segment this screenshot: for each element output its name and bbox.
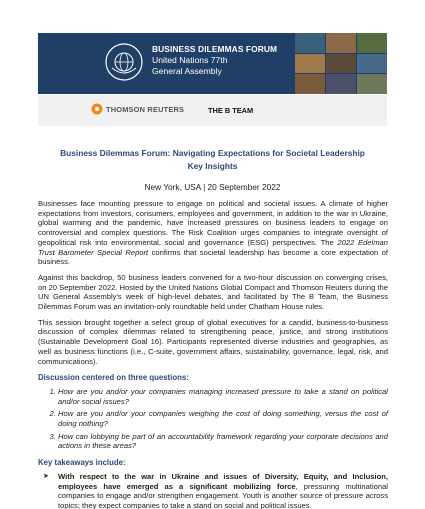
banner-photo — [357, 74, 387, 94]
takeaways-heading: Key takeaways include: — [38, 458, 126, 468]
banner-photo — [326, 74, 356, 94]
banner-photo — [326, 54, 356, 74]
question-item: 2. How are you and/or your companies weighing the cost of doing something, versus the cost of doing nothing? — [58, 409, 388, 428]
arrow-bullet-icon: ➤ — [43, 472, 49, 480]
thomson-reuters-icon — [91, 103, 103, 115]
banner-title: BUSINESS DILEMMAS FORUM — [152, 44, 278, 54]
takeaway-bold: With respect to the war in Ukraine and issues of Diversity, Equity, and Inclusion, employees have emerged as a significant mobilizing force — [58, 471, 388, 491]
paragraph-2: Against this backdrop, 50 business leaders convened for a two-hour discussion on converging crises, on 20 September 2022. Hosted by the United Nations Global Compact and Thomson Reuters during the UN General Assembly's week of high-level debates, and facilitated by The B Team, the Business Dilemmas Forum was an invitation-only roundtable held under Chatham House rules. — [38, 272, 388, 312]
document-subtitle: Key Insights — [187, 161, 238, 171]
bteam-logo: THE B TEAM — [208, 106, 254, 115]
paragraph-3: This session brought together a select group of global executives for a candid, business-to-business discussion of complex dilemmas related to strengthening peace, justice, and strong institutions (Sustainable Development Goal 16). Participants represented diverse industries and geographies, as well as business functions (i.e., C-suite, government affairs, sustainability, governance, legal, risk, and communications). — [38, 317, 388, 366]
banner-photo — [295, 54, 325, 74]
para1-text: Businesses face mounting pressure to engage on political and societal issues. A climate of higher expectations from investors, consumers, employees and government, in addition to the war in Ukraine, global warming and the pandemic, have increased pressures on business leaders to engage on controversial and complex questions. The Risk Coalition urges companies to integrate oversight of geopolitical risk into environmental, social and governance (ESG) perspectives. The — [38, 199, 388, 247]
question-item: 1. How are you and/or your companies managing increased pressure to take a stand on political and/or social issues? — [58, 387, 388, 406]
takeaway-item — [38, 472, 388, 509]
takeaway-text: , pressuring multinational companies to engage and/or strengthen engagement. Youth is another source of pressure across topics; they expect companies to take a stand on social and political issues. — [58, 481, 388, 509]
banner-photo — [357, 54, 387, 74]
document-body — [38, 199, 388, 509]
banner-photo-grid — [295, 33, 387, 94]
thomson-reuters-text: THOMSON REUTERS — [106, 104, 185, 114]
banner-line2: General Assembly — [152, 66, 222, 76]
sponsor-strip — [38, 95, 387, 126]
forum-banner — [38, 33, 387, 94]
banner-photo — [295, 33, 325, 53]
banner-left — [38, 33, 295, 94]
discussion-heading: Discussion centered on three questions: — [38, 373, 189, 383]
questions-list — [38, 387, 388, 451]
banner-photo — [326, 33, 356, 53]
banner-text — [152, 44, 277, 76]
edelman-report-ref: 2022 Edelman Trust Barometer Special Report — [38, 237, 388, 257]
paragraph-1 — [38, 199, 388, 267]
dateline: New York, USA | 20 September 2022 — [144, 182, 281, 192]
banner-line1: United Nations 77th — [152, 55, 228, 65]
thomson-reuters-logo — [91, 103, 184, 115]
document-title: Business Dilemmas Forum: Navigating Expectations for Societal Leadership — [60, 148, 365, 158]
global-compact-logo-icon — [104, 42, 144, 82]
banner-photo — [295, 74, 325, 94]
banner-photo — [357, 33, 387, 53]
para1-text-end: confirms that societal leadership has become a core expectation of business. — [38, 247, 389, 267]
question-item: 3. How can lobbying be part of an accountability framework regarding your corporate decisions and actions in these areas? — [58, 432, 388, 451]
